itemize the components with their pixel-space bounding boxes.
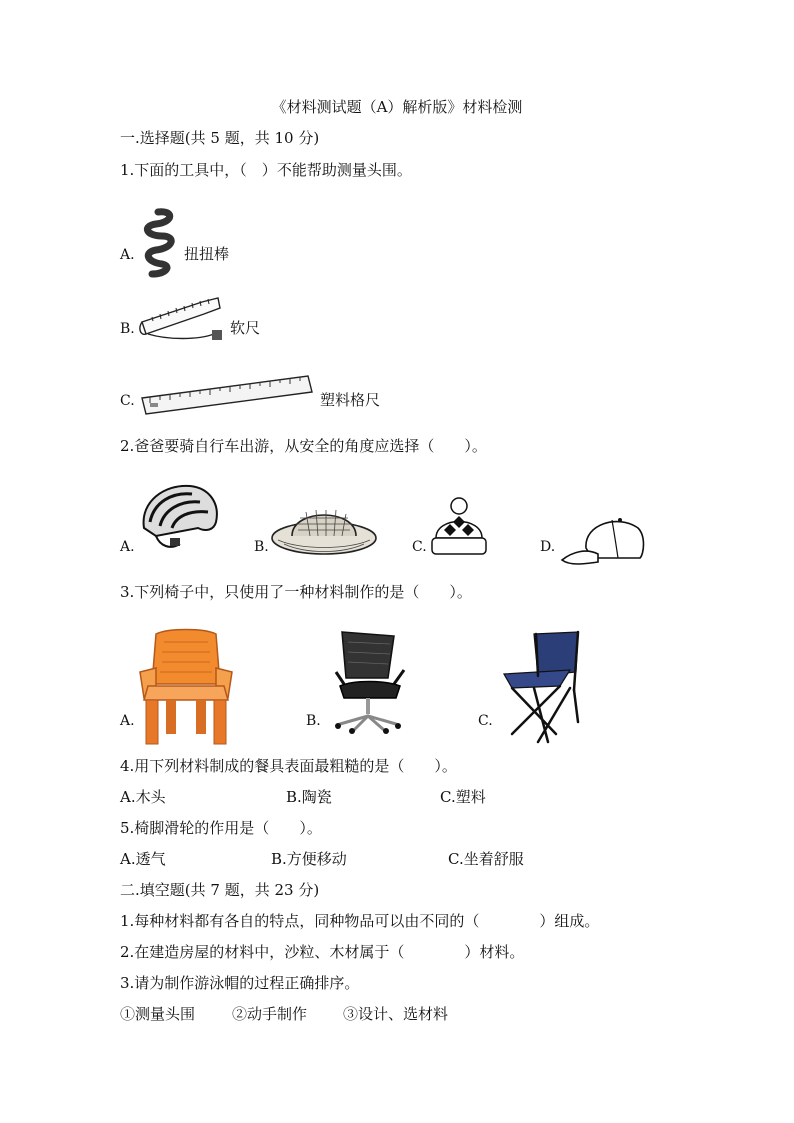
- q5-option-a-letter: A.: [120, 850, 136, 868]
- office-chair-image: [324, 628, 410, 734]
- q5-option-c-letter: C.: [448, 850, 464, 868]
- q5-stem: 5.椅脚滑轮的作用是（ ）。: [120, 819, 322, 837]
- q1-option-a-letter: A.: [120, 247, 135, 263]
- q2-option-c-letter: C.: [412, 539, 427, 555]
- q1-option-c-letter: C.: [120, 393, 135, 409]
- q4-option-c-letter: C.: [440, 788, 456, 806]
- plastic-ruler-image: [140, 372, 316, 418]
- q2-option-a-letter: A.: [120, 539, 135, 555]
- q1-option-c-text: 塑料格尺: [320, 391, 381, 409]
- q1-option-b-text: 软尺: [230, 319, 261, 337]
- soft-tape-measure-image: [138, 294, 226, 346]
- q5-option-b: [271, 849, 347, 869]
- q3-stem: 3.下列椅子中，只使用了一种材料制作的是（ ）。: [120, 583, 472, 601]
- q5-option-c-text: 坐着舒服: [463, 850, 524, 868]
- q1-option-a-text: 扭扭棒: [184, 245, 230, 263]
- q3-option-b-letter: B.: [306, 713, 321, 729]
- q5-option-b-text: 方便移动: [286, 850, 347, 868]
- fill-q3-step-3: ③设计、选材料: [343, 1005, 449, 1023]
- pipe-cleaner-image: [140, 206, 180, 278]
- q4-option-b-text: 陶瓷: [301, 788, 332, 806]
- fill-q2: 2.在建造房屋的材料中，沙粒、木材属于（ ）材料。: [120, 943, 525, 961]
- plastic-chair-image: [138, 628, 234, 746]
- q4-option-b-letter: B.: [286, 788, 302, 806]
- fill-q3-step-2: ②动手制作: [232, 1005, 308, 1023]
- section1-heading: 一.选择题(共 5 题，共 10 分): [120, 129, 320, 147]
- q3-option-c-letter: C.: [478, 713, 493, 729]
- q5-option-c: [448, 849, 524, 869]
- knit-beanie-image: [428, 496, 490, 558]
- q2-option-d-letter: D.: [540, 539, 556, 555]
- q2-stem: 2.爸爸要骑自行车出游，从安全的角度应选择（ ）。: [120, 437, 487, 455]
- q4-option-a-text: 木头: [135, 788, 166, 806]
- q5-option-a-text: 透气: [135, 850, 166, 868]
- q3-option-a-letter: A.: [120, 713, 135, 729]
- fill-q3-step-1: ①测量头围: [120, 1005, 196, 1023]
- document-title: 《材料测试题（A）解析版》材料检测: [271, 98, 523, 116]
- q4-stem: 4.用下列材料制成的餐具表面最粗糙的是（ ）。: [120, 757, 457, 775]
- baseball-cap-image: [558, 514, 648, 568]
- q4-option-c: [440, 787, 486, 807]
- q4-option-c-text: 塑料: [455, 788, 486, 806]
- q4-option-a: [120, 787, 166, 807]
- bicycle-helmet-image: [136, 482, 222, 554]
- q1-option-b-letter: B.: [120, 321, 135, 337]
- fill-q3: 3.请为制作游泳帽的过程正确排序。: [120, 974, 360, 992]
- q4-option-b: [286, 787, 332, 807]
- q4-option-a-letter: A.: [120, 788, 136, 806]
- straw-hat-image: [270, 500, 378, 556]
- fill-q1: 1.每种材料都有各自的特点，同种物品可以由不同的（ ）组成。: [120, 912, 600, 930]
- q2-option-b-letter: B.: [254, 539, 269, 555]
- folding-camp-chair-image: [498, 630, 584, 744]
- q1-stem: 1.下面的工具中，（ ）不能帮助测量头围。: [120, 161, 412, 179]
- section2-heading: 二.填空题(共 7 题，共 23 分): [120, 881, 320, 899]
- q5-option-a: [120, 849, 166, 869]
- q5-option-b-letter: B.: [271, 850, 287, 868]
